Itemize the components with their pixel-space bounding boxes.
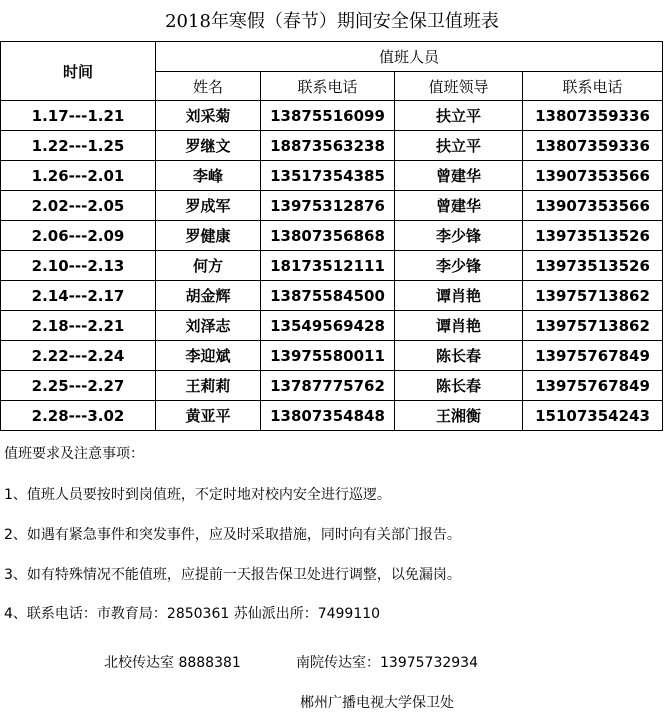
page-title: 2018年寒假（春节）期间安全保卫值班表 [165,11,499,32]
table-row [1,401,663,431]
row-leader-cell: 曾建华 [395,161,523,191]
row-time-cell: 2.14---2.17 [1,281,156,311]
note-item-2: 2、如遇有紧急事件和突发事件，应及时采取措施，同时向有关部门报告。 [4,527,461,543]
table-row [1,341,663,371]
row-phone-cell: 13875516099 [261,101,395,131]
row-leader-cell: 陈长春 [395,371,523,401]
row-name-cell: 李峰 [156,161,261,191]
row-phone-cell: 18873563238 [261,131,395,161]
row-leader-cell: 谭肖艳 [395,311,523,341]
row-leader-phone-cell: 13907353566 [523,191,663,221]
row-phone-cell: 13549569428 [261,311,395,341]
row-leader-cell: 李少锋 [395,251,523,281]
row-time-cell: 1.26---2.01 [1,161,156,191]
row-phone-cell: 13875584500 [261,281,395,311]
row-name-cell: 王莉莉 [156,371,261,401]
row-name-cell: 罗继文 [156,131,261,161]
notes-heading: 值班要求及注意事项： [4,446,144,462]
table-row [1,311,663,341]
row-phone-cell: 13787775762 [261,371,395,401]
row-name-cell: 黄亚平 [156,401,261,431]
row-leader-cell: 李少锋 [395,221,523,251]
row-time-cell: 1.17---1.21 [1,101,156,131]
row-leader-cell: 曾建华 [395,191,523,221]
row-time-cell: 2.25---2.27 [1,371,156,401]
row-phone-cell: 13975580011 [261,341,395,371]
row-time-cell: 2.10---2.13 [1,251,156,281]
row-name-cell: 刘泽志 [156,311,261,341]
row-leader-phone-cell: 13807359336 [523,101,663,131]
row-leader-phone-cell: 13907353566 [523,161,663,191]
row-leader-phone-cell: 13975767849 [523,341,663,371]
signature: 郴州广播电视大学保卫处 [300,695,454,711]
row-name-cell: 李迎斌 [156,341,261,371]
row-time-cell: 2.06---2.09 [1,221,156,251]
column-header-phone: 联系电话 [261,72,395,101]
row-leader-phone-cell: 15107354243 [523,401,663,431]
row-phone-cell: 13807354848 [261,401,395,431]
time-header: 时间 [1,42,156,101]
row-phone-cell: 18173512111 [261,251,395,281]
row-phone-cell: 13807356868 [261,221,395,251]
staff-group-header: 值班人员 [156,42,663,72]
table-row [1,161,663,191]
row-time-cell: 2.28---3.02 [1,401,156,431]
row-time-cell: 2.02---2.05 [1,191,156,221]
column-header-leader-phone: 联系电话 [523,72,663,101]
row-time-cell: 2.18---2.21 [1,311,156,341]
row-leader-cell: 陈长春 [395,341,523,371]
north-gate-contact: 北校传达室 8888381 [104,655,241,671]
row-leader-cell: 谭肖艳 [395,281,523,311]
row-leader-cell: 扶立平 [395,101,523,131]
row-time-cell: 2.22---2.24 [1,341,156,371]
row-leader-phone-cell: 13975713862 [523,281,663,311]
row-name-cell: 何方 [156,251,261,281]
table-row [1,371,663,401]
table-row [1,221,663,251]
row-leader-cell: 王湘衡 [395,401,523,431]
row-leader-cell: 扶立平 [395,131,523,161]
note-item-3: 3、如有特殊情况不能值班，应提前一天报告保卫处进行调整，以免漏岗。 [4,567,461,583]
row-name-cell: 刘采菊 [156,101,261,131]
south-gate-contact: 南院传达室：13975732934 [296,655,478,671]
duty-table [0,41,663,431]
row-time-cell: 1.22---1.25 [1,131,156,161]
note-item-4: 4、联系电话：市教育局：2850361 苏仙派出所：7499110 [4,606,381,622]
table-row [1,251,663,281]
row-leader-phone-cell: 13975713862 [523,311,663,341]
column-header-name: 姓名 [156,72,261,101]
row-leader-phone-cell: 13975767849 [523,371,663,401]
row-name-cell: 罗健康 [156,221,261,251]
table-row [1,131,663,161]
table-row [1,281,663,311]
note-item-1: 1、值班人员要按时到岗值班，不定时地对校内安全进行巡逻。 [4,487,391,503]
row-phone-cell: 13975312876 [261,191,395,221]
column-header-leader: 值班领导 [395,72,523,101]
row-leader-phone-cell: 13973513526 [523,221,663,251]
table-row [1,101,663,131]
row-phone-cell: 13517354385 [261,161,395,191]
row-leader-phone-cell: 13807359336 [523,131,663,161]
row-leader-phone-cell: 13973513526 [523,251,663,281]
row-name-cell: 罗成军 [156,191,261,221]
table-row [1,191,663,221]
row-name-cell: 胡金辉 [156,281,261,311]
